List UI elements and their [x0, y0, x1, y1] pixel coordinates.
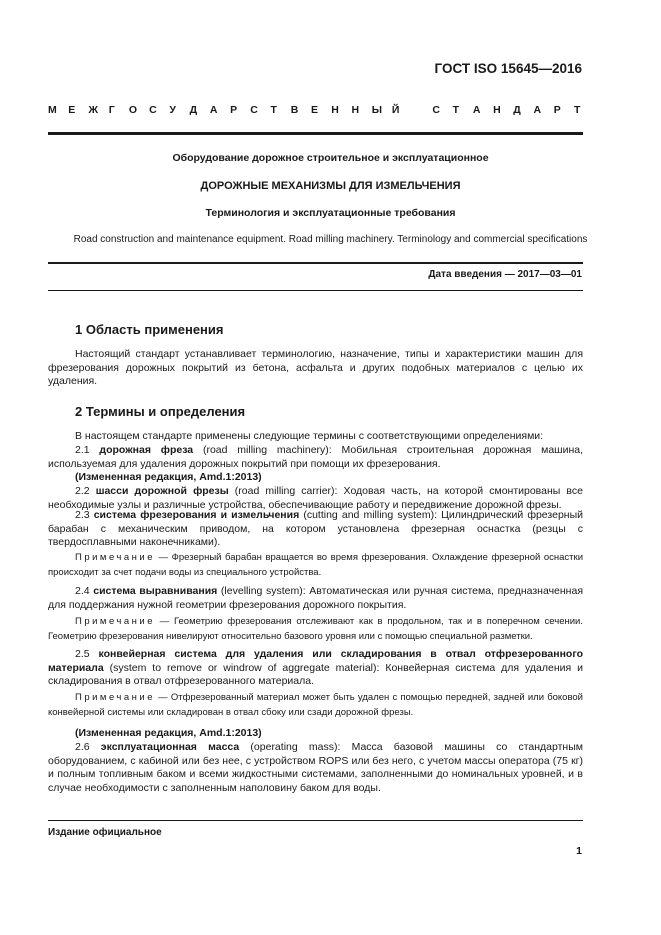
term-name: система фрезерования и измельчения	[93, 509, 300, 521]
heading-letter: Р	[553, 104, 561, 116]
heading-letter: Н	[493, 104, 501, 116]
term-number: 2.1	[75, 444, 100, 456]
heading-letter: Т	[270, 104, 277, 116]
note-text: — Отфрезерованный материал может быть удален с помощью передней, задней или боковой конвейерной системы или складирован в отвал сбоку или сзади дорожной фрезы.	[48, 692, 583, 718]
term-definition: (system to remove or windrow of aggregate material): Конвейерная система для удаления и складирования в отвал отфрезерованного материала.	[48, 661, 583, 688]
term-name: конвейерная система для удаления или складирования в отвал отфрезерованного материала	[48, 648, 583, 674]
heading-letter: О	[128, 104, 138, 116]
note-label: Примечание	[75, 552, 155, 563]
heading-letter: А	[472, 104, 481, 116]
heading-letter: Н	[331, 104, 339, 116]
header-divider	[48, 132, 583, 135]
amendment-note: (Измененная редакция, Amd.1:2013)	[75, 727, 262, 739]
note-text: — Геометрию фрезерования отслеживают как в продольном, так и в поперечном сечении. Геометрию фрезерования нивелируют относительно базового уровня или с помощью специальной разметки.	[48, 616, 583, 642]
term-2-6	[48, 741, 583, 795]
term-name: шасси дорожной фрезы	[95, 485, 229, 497]
document-code: ГОСТ ISO 15645—2016	[434, 61, 582, 76]
term-2-5	[48, 648, 583, 689]
term-number: 2.4	[75, 585, 94, 597]
heading-letter: А	[209, 104, 218, 116]
heading-letter: Т	[452, 104, 460, 116]
term-number: 2.5	[75, 648, 99, 660]
heading-letter: С	[149, 104, 157, 116]
term-name: дорожная фреза	[99, 444, 194, 456]
heading-letter: Т	[574, 104, 581, 116]
heading-letter: Д	[189, 104, 198, 116]
heading-letter: С	[432, 104, 440, 116]
term-definition: (cutting and milling system): Цилиндрический фрезерный барабан с механическим приводом, на котором установлена фрезерная оснастка (резцы с твердосплавными наконечниками).	[48, 509, 584, 549]
edition-label: Издание официальное	[48, 827, 162, 838]
term-2-3	[48, 509, 583, 550]
title-category: Оборудование дорожное строительное и эксплуатационное	[172, 152, 489, 164]
heading-letter: Е	[311, 104, 319, 116]
heading-letter: Ы	[371, 104, 382, 116]
section-2-intro: В настоящем стандарте применены следующие термины с соответствующими определениями:	[75, 430, 544, 442]
note-label: Примечание	[75, 616, 155, 627]
term-number: 2.2	[75, 485, 96, 497]
section-1-heading: 1 Область применения	[75, 322, 224, 337]
title-main: ДОРОЖНЫЕ МЕХАНИЗМЫ ДЛЯ ИЗМЕЛЬЧЕНИЯ	[200, 180, 461, 192]
section-1-text: Настоящий стандарт устанавливает терминологию, назначение, типы и характеристики машин для фрезерования дорожных покрытий из бетона, асфальта и других подобных материалов с целью их удаления.	[48, 348, 583, 388]
term-definition: (operating mass): Масса базовой машины со стандартным оборудованием, с кабиной или без нее, с устройством ROPS или без него, с учетом массы оператора (75 кг) и полным топливным баком и всеми жидкостными системами, заполненными до номинальных уровней, и в случае необходимости с заполненным наполовину баком для воды.	[48, 741, 583, 794]
page-number: 1	[576, 845, 582, 857]
date-divider	[48, 290, 583, 291]
heading-letter: В	[290, 104, 299, 116]
interstate-standard-heading	[48, 104, 583, 120]
term-number: 2.3	[75, 509, 94, 521]
title-subtitle: Терминология и эксплуатационные требования	[205, 207, 456, 219]
heading-letter: Р	[230, 104, 238, 116]
heading-letter: С	[250, 104, 258, 116]
term-number: 2.6	[75, 741, 101, 753]
note-2-5	[48, 690, 583, 720]
heading-letter: М	[48, 104, 57, 116]
term-definition: (levelling system): Автоматическая или ручная система, предназначенная для поддержания нужной геометрии фрезерования дорожного покрытия.	[48, 585, 584, 611]
heading-letter: Д	[513, 104, 521, 116]
note-2-4	[48, 614, 583, 644]
amendment-note: (Измененная редакция, Amd.1:2013)	[75, 471, 262, 483]
heading-letter: У	[169, 104, 176, 116]
introduction-date: Дата введения — 2017—03—01	[428, 269, 582, 280]
heading-letter: А	[533, 104, 542, 116]
term-definition: (road milling carrier): Ходовая часть, на которой смонтированы все необходимые узлы и различные устройства, обеспечивающие работу и передвижение дорожной фрезы.	[48, 485, 583, 511]
title-divider	[48, 262, 583, 264]
term-definition: (road milling machinery): Мобильная строительная дорожная машина, используемая для удаления дорожных покрытий при помощи их фрезерования.	[48, 444, 583, 470]
note-2-3	[48, 550, 583, 580]
title-english: Road construction and maintenance equipment. Road milling machinery. Terminology and commercial specifications	[73, 234, 588, 245]
heading-letter: Г	[108, 104, 115, 116]
heading-letter: Ж	[88, 104, 98, 116]
term-name: система выравнивания	[93, 585, 218, 597]
section-2-heading: 2 Термины и определения	[75, 404, 246, 419]
heading-letter: Й	[391, 104, 400, 116]
footer-divider	[48, 820, 583, 821]
note-text: — Фрезерный барабан вращается во время фрезерования. Охлаждение фрезерной оснастки происходит за счет подачи воды из специального устройства.	[48, 552, 583, 578]
heading-letter: Е	[68, 104, 76, 116]
term-2-1	[48, 444, 583, 471]
term-2-4	[48, 585, 583, 612]
term-name: эксплуатационная масса	[100, 741, 240, 753]
note-label: Примечание	[75, 692, 155, 703]
heading-letter: Н	[351, 104, 360, 116]
